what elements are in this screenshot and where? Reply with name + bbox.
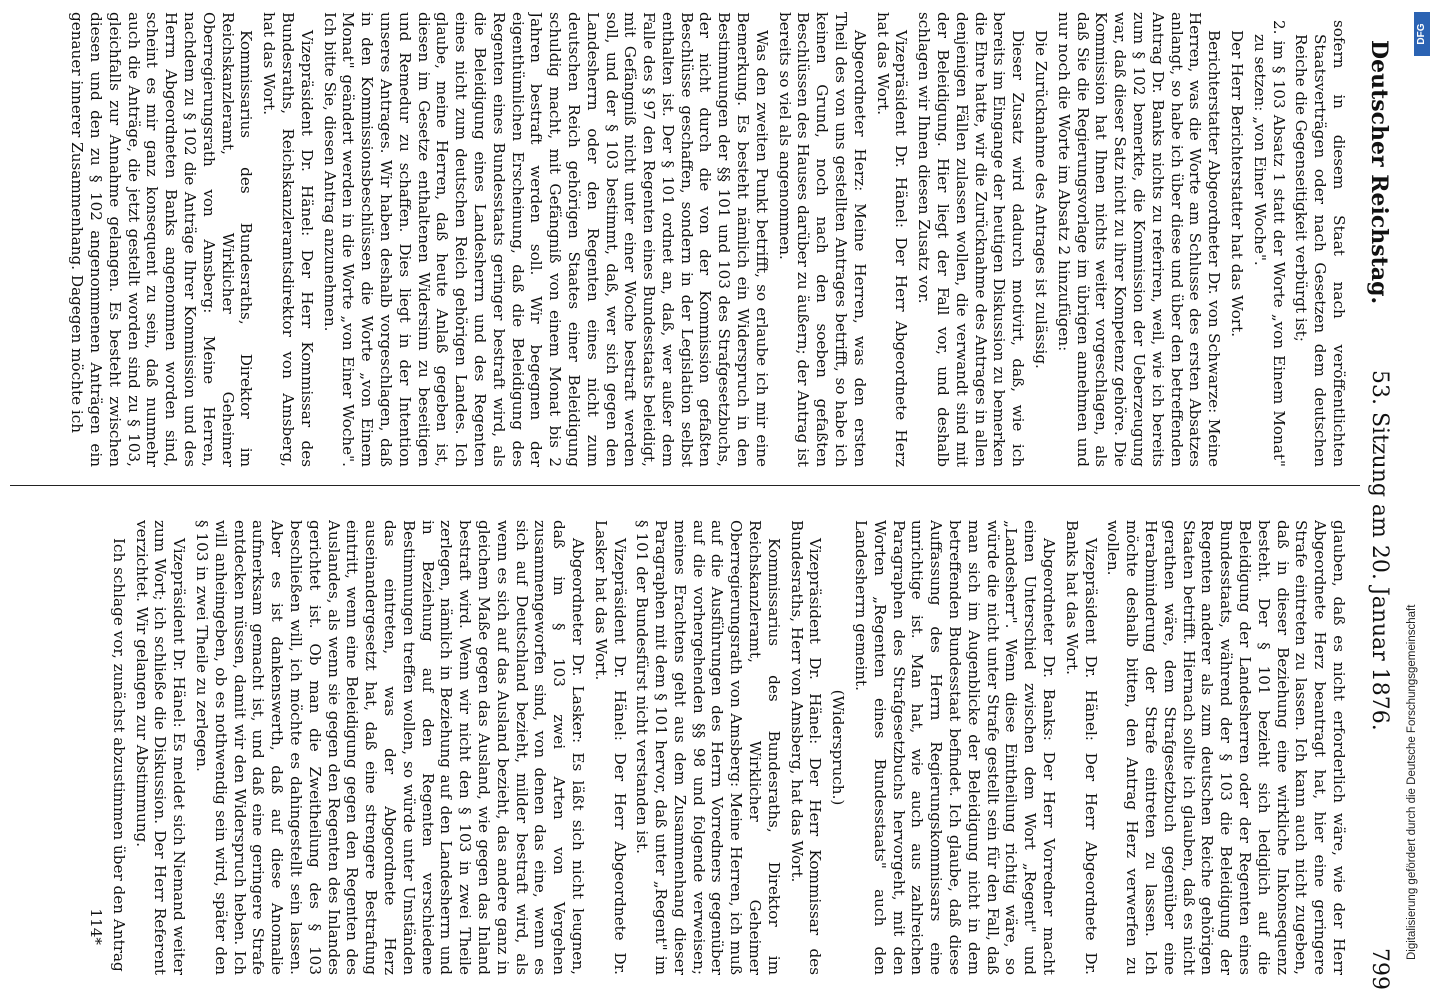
paragraph: Der Herr Berichterstatter hat das Wort. bbox=[1228, 30, 1247, 338]
paragraph: Vizepräsident Dr. Hänel: Der Herr Kommissar des Bundesraths, Reichskanzleramtsdirektor von Amsberg, hat das Wort. bbox=[260, 12, 316, 467]
page-header bbox=[1358, 40, 1398, 1000]
paragraph: Ich schlage vor, zunächst abzustimmen über den Antrag bbox=[109, 538, 128, 972]
paragraph: Vizepräsident Dr. Hänel: Der Herr Abgeordnete Dr. Lasker hat das Wort. bbox=[591, 520, 629, 975]
paragraph: Vizepräsident Dr. Hänel: Der Herr Abgeordnete Herz hat das Wort. bbox=[873, 12, 911, 467]
signature-mark: 114* bbox=[87, 908, 105, 945]
paragraph: Kommissarius des Bundesraths, Direktor im Reichskanzleramt, Wirklicher Geheimer Oberregierungsrath von Amsberg: Meine Herren, ich muß auf die Ausführungen des Herrn Vorredners gegenüber auf die vorhergehenden §§ 98 und folgende verweisen; meines Erachtens geht aus dem Zusammenhang dieser Paragraphen mit dem § 101 hervor, daß unter „Regent" im § 101 der Bundesfürst nicht verstanden ist. bbox=[633, 520, 783, 975]
paragraph: Was den zweiten Punkt betrifft, so erlaube ich mir eine Bemerkung. Es besteht nämlich ein Widerspruch in den Bestimmungen der §§ 101 und 103 des Strafgesetzbuchs, der nicht durch die von der Kommission gefaßten Beschlüsse geschaffen, sondern in der Legislation selbst enthalten ist. Der § 101 ordnet an, daß, wer außer dem Falle des § 97 den Regenten eines Bundesstaats beleidigt, mit Gefängniß nicht unter einer Woche bestraft werden soll, und der § 103 bestimmt, daß, wer sich gegen den Landesherrn oder den Regenten eines nicht zum deutschen Reich gehörigen Staates einer Beleidigung schuldig macht, mit Gefängniß von einem Monat bis 2 Jahren bestraft werden soll. Wir begegnen der eigenthümlichen Erscheinung, daß die Beleidigung des Regenten eines Bundesstaats geringer bestraft wird, als die Beleidigung eines Landesherrn und des Regenten eines nicht zum deutschen Reich gehörigen Landes. Ich glaube, meine Herren, daß heute Anlaß gegeben ist, diesen im Gesetze enthaltenen Widersinn zu beseitigen und Remedur zu schaffen. Dies liegt in der Intention unseres Antrages. Wir haben deshalb vorgeschlagen, daß in den Kommissionsbeschlüssen die Worte „von Einem Monat" geändert werden in die Worte „von Einer Woche". Ich bitte Sie, diesen Antrag anzunehmen. bbox=[320, 12, 771, 467]
session-title: 53. Sitzung am 20. Januar 1876. bbox=[1367, 370, 1392, 731]
paragraph: Kommissarius des Bundesraths, Direktor im Reichskanzleramt, Wirklicher Geheimer Oberregierungsrath von Amsberg: Meine Herren, nachdem zu § 102 die Anträge Ihrer Kommission und des Herrn Abgeordneten Banks angenommen worden sind, scheint es mir ganz konsequent zu sein, daß nunmehr auch die Anträge, die jetzt gestellt worden sind zu § 103, gleichfalls zur Annahme gelangen. Es besteht zwischen diesen und den zu § 102 angenommenen Anträgen ein genauer innerer Zusammenhang. Dagegen möchte ich bbox=[68, 12, 256, 467]
paragraph: Dieser Zusatz wird dadurch motivirt, daß, wie ich bereits im Eingange der heutigen Diskussion zu bemerken die Ehre hatte, wir die Zurücknahme des Antrages in allen denjenigen Fällen zulassen wollen, die verwandt sind mit der Beleidigung. Hier liegt der Fall vor, und deshalb schlagen wir Ihnen diesen Zusatz vor. bbox=[915, 12, 1028, 467]
paragraph: Vizepräsident Dr. Hänel: Der Herr Kommissar des Bundesraths, Herr von Amsberg, hat das Wort. bbox=[787, 520, 825, 975]
paragraph: Abgeordneter Herz: Meine Herren, was den ersten Theil des von uns gestellten Antrages betrifft, so habe ich keinen Grund, noch nach den soeben gefaßten Beschlüssen des Hauses darüber zu äußern; der Antrag ist bereits so viel als angenommen. bbox=[775, 12, 869, 467]
paragraph: sofern in diesem Staat nach veröffentlichten Staatsverträgen oder nach Gesetzen dem deutschen Reiche die Gegenseitigkeit verbürgt ist; bbox=[1292, 20, 1348, 467]
paragraph: Vizepräsident Dr. Hänel: Es meldet sich Niemand weiter zum Wort; ich schließe die Diskussion. Der Herr Referent verzichtet. Wir gelangen zur Abstimmung. bbox=[132, 520, 189, 975]
paragraph: Abgeordneter Dr. Banks: Der Herr Vorredner macht einen Unterschied zwischen dem Wort „Regent" und „Landesherr". Wenn diese Eintheilung richtig wäre, so würde die nicht unter Strafe gestellt sein für den Fall, daß man sich im Augenblicke der Beleidigung nicht in dem betreffenden Bundesstaat befindet. Ich glaube, daß diese Auffassung des Herrn Regierungskommissars eine unrichtige ist. Man hat, wie auch aus zahlreichen Paragraphen des Strafgesetzbuchs hervorgeht, mit den Worten „Regenten eines Bundesstaats" auch den Landesherrn gemeint. bbox=[852, 520, 1059, 975]
right-column bbox=[8, 520, 1348, 975]
paragraph: (Widerspruch.) bbox=[829, 689, 848, 806]
publication-title: Deutscher Reichstag. bbox=[1366, 40, 1392, 305]
page-number: 799 bbox=[1367, 948, 1392, 990]
paragraph: Vizepräsident Dr. Hänel: Der Herr Abgeordnete Dr. Banks hat das Wort. bbox=[1062, 520, 1100, 975]
digitization-note bbox=[1398, 10, 1432, 990]
dfg-logo-text: DFG bbox=[1416, 23, 1427, 45]
paragraph: Abgeordneter Dr. Lasker: Es läßt sich nicht leugnen, daß im § 103 zwei Arten von Vergehen zusammengeworfen sind, von denen das eine, wenn es sich auf Deutschland bezieht, milder bestraft wird, als wenn es sich auf das Ausland bezieht, das andere ganz in gleichem Maße gegen das Ausland, wie gegen das Inland bestraft wird. Wenn wir nicht den § 103 in zwei Theile zerlegen, nämlich in Beziehung auf den Landesherrn und in Beziehung auf den Regenten verschiedene Bestimmungen treffen wollen, so würde unter Umständen das eintreten, was der Abgeordnete Herz auseinandergesetzt hat, daß eine strengere Bestrafung eintritt, wenn eine Beleidigung gegen den Regenten des Auslandes, als wenn sie gegen den Regenten des Inlandes gerichtet ist. Ob man die Zweitheilung des § 103 beschließen will, ich möchte es dahingestellt sein lassen. Aber es ist dankenswerth, daß auf diese Anomalie aufmerksam gemacht ist, und daß eine geringere Strafe entdecken müssen, damit wir den Widerspruch heben. Ich will anheimgeben, ob es nothwendig sein wird, später den § 103 in zwei Theile zu zerlegen. bbox=[192, 520, 587, 975]
left-column bbox=[8, 12, 1348, 467]
paragraph: Die Zurücknahme des Antrages ist zulässig. bbox=[1032, 30, 1051, 369]
paragraph: 2. im § 103 Absatz 1 statt der Worte „von Einem Monat" zu setzen: „von Einer Woche". bbox=[1250, 20, 1288, 467]
column-divider bbox=[10, 485, 1360, 486]
dfg-logo bbox=[1414, 12, 1430, 56]
funding-credit: Digitalisierung gefördert durch die Deutsche Forschungsgemeinschaft bbox=[1406, 604, 1418, 960]
paragraph: Berichterstatter Abgeordneter Dr. von Schwarze: Meine Herren, was die Worte am Schlusse des ersten Absatzes anlangt, so habe ich über diese und über den betreffenden Antrag Dr. Banks nichts zu referiren, weil, wie ich bereits zum § 102 bemerkte, die Kommission der Ueberzeugung war, daß dieser Satz nicht zu ihrer Kompetenz gehöre. Die Kommission hat Ihnen nichts weiter vorgeschlagen, als daß Sie die Regierungsvorlage im übrigen annehmen und nur noch die Worte im Absatz 2 hinzufügen: bbox=[1054, 12, 1224, 467]
paragraph: glauben, daß es nicht erforderlich wäre, wie der Herr Abgeordnete Herz beantragt hat, hier eine geringere Strafe eintreten zu lassen. Ich kann auch nicht zugeben, daß in dieser Beziehung eine wirkliche Inkonsequenz besteht. Der § 101 bezieht sich lediglich auf die Beleidigung der Landesherren oder der Regenten eines Bundesstaats, während der § 103 die Beleidigung der Regenten anderer als zum deutschen Reiche gehörigen Staaten betrifft. Hiernach sollte ich glauben, daß es nicht gerathen wäre, dem Strafgesetzbuch gegenüber eine Herabminderung der Strafe eintreten zu lassen. Ich möchte deshalb bitten, den Antrag Herz verwerfen zu wollen. bbox=[1104, 520, 1348, 975]
